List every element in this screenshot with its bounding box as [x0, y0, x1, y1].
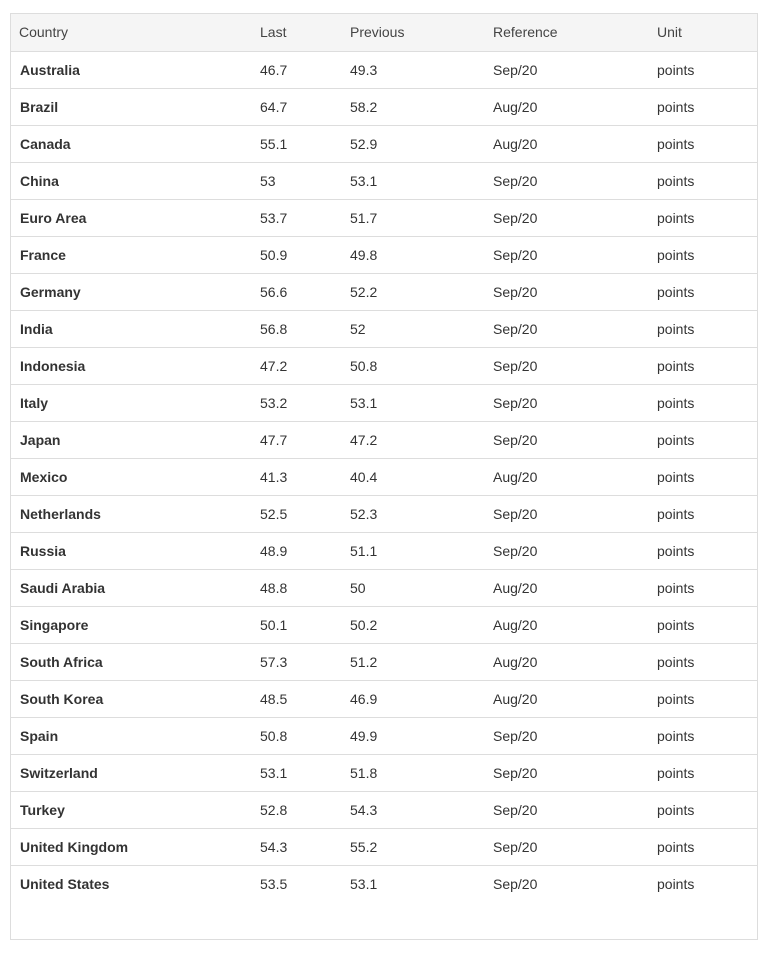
last-value: 53.1	[251, 754, 341, 791]
last-value: 47.7	[251, 421, 341, 458]
header-last[interactable]: Last	[251, 14, 341, 51]
reference-date: Sep/20	[484, 273, 648, 310]
previous-value: 50.8	[341, 347, 484, 384]
unit-label: points	[648, 51, 757, 88]
table-row[interactable]	[11, 754, 757, 791]
previous-value: 55.2	[341, 828, 484, 865]
pmi-table	[11, 14, 757, 902]
header-previous[interactable]: Previous	[341, 14, 484, 51]
unit-label: points	[648, 569, 757, 606]
table-row[interactable]	[11, 199, 757, 236]
reference-date: Sep/20	[484, 754, 648, 791]
previous-value: 51.2	[341, 643, 484, 680]
last-value: 64.7	[251, 88, 341, 125]
last-value: 52.8	[251, 791, 341, 828]
table-row[interactable]	[11, 828, 757, 865]
country-link[interactable]: Indonesia	[11, 347, 251, 384]
unit-label: points	[657, 875, 695, 892]
table-row[interactable]	[11, 643, 757, 680]
country-link[interactable]: South Africa	[11, 643, 251, 680]
last-value: 52.5	[251, 495, 341, 532]
previous-value: 58.2	[341, 88, 484, 125]
table-row[interactable]	[11, 865, 757, 902]
unit-label: points	[648, 236, 757, 273]
unit-label: points	[648, 273, 757, 310]
unit-label: points	[648, 384, 757, 421]
country-link[interactable]: Singapore	[11, 606, 251, 643]
unit-label: points	[648, 532, 757, 569]
reference-date: Sep/20	[484, 384, 648, 421]
last-value: 48.8	[251, 569, 341, 606]
previous-value: 51.7	[341, 199, 484, 236]
last-value: 48.9	[251, 532, 341, 569]
last-value: 53	[251, 162, 341, 199]
table-row[interactable]	[11, 236, 757, 273]
country-link[interactable]: Netherlands	[11, 495, 251, 532]
country-link[interactable]: Saudi Arabia	[11, 569, 251, 606]
table-row[interactable]	[11, 384, 757, 421]
last-value: 56.6	[251, 273, 341, 310]
table-row[interactable]	[11, 791, 757, 828]
unit-label: points	[648, 680, 757, 717]
unit-label: points	[648, 754, 757, 791]
last-value: 50.8	[251, 717, 341, 754]
previous-value: 52.3	[341, 495, 484, 532]
table-row[interactable]	[11, 421, 757, 458]
reference-date: Aug/20	[484, 643, 648, 680]
table-row[interactable]	[11, 125, 757, 162]
reference-date: Sep/20	[484, 828, 648, 865]
country-link[interactable]: India	[11, 310, 251, 347]
previous-value: 49.8	[341, 236, 484, 273]
reference-date: Aug/20	[484, 606, 648, 643]
reference-date: Sep/20	[484, 791, 648, 828]
table-row[interactable]	[11, 88, 757, 125]
reference-date: Aug/20	[484, 88, 648, 125]
country-link[interactable]: South Korea	[11, 680, 251, 717]
previous-value: 49.3	[341, 51, 484, 88]
table-row[interactable]	[11, 717, 757, 754]
previous-value: 53.1	[341, 384, 484, 421]
country-link[interactable]: Italy	[11, 384, 251, 421]
table-row[interactable]	[11, 495, 757, 532]
previous-value: 52	[341, 310, 484, 347]
previous-value: 50.2	[341, 606, 484, 643]
previous-value: 52.2	[341, 273, 484, 310]
country-link[interactable]: Switzerland	[11, 754, 251, 791]
unit-label: points	[648, 828, 757, 865]
country-link[interactable]: Japan	[11, 421, 251, 458]
reference-date: Sep/20	[484, 199, 648, 236]
unit-label: points	[648, 606, 757, 643]
table-row[interactable]	[11, 569, 757, 606]
previous-value: 53.1	[350, 875, 378, 892]
country-link[interactable]: Brazil	[11, 88, 251, 125]
previous-value: 50	[341, 569, 484, 606]
data-table-panel	[10, 13, 758, 940]
table-row[interactable]	[11, 458, 757, 495]
reference-date: Sep/20	[484, 421, 648, 458]
reference-date: Sep/20	[484, 717, 648, 754]
header-country[interactable]: Country	[11, 14, 251, 51]
last-value: 50.9	[251, 236, 341, 273]
unit-label: points	[648, 421, 757, 458]
country-link[interactable]: Australia	[11, 51, 251, 88]
previous-value: 40.4	[341, 458, 484, 495]
reference-date: Sep/20	[493, 875, 538, 892]
reference-date: Aug/20	[484, 680, 648, 717]
unit-label: points	[648, 125, 757, 162]
previous-value: 51.1	[341, 532, 484, 569]
table-row[interactable]	[11, 532, 757, 569]
last-value: 48.5	[251, 680, 341, 717]
last-value: 53.5	[260, 875, 288, 892]
country-link[interactable]: Mexico	[11, 458, 251, 495]
country-link[interactable]: Germany	[11, 273, 251, 310]
last-value: 54.3	[251, 828, 341, 865]
last-value: 41.3	[251, 458, 341, 495]
country-link[interactable]: United Kingdom	[11, 828, 251, 865]
reference-date: Aug/20	[484, 458, 648, 495]
reference-date: Sep/20	[484, 162, 648, 199]
unit-label: points	[648, 310, 757, 347]
reference-date: Sep/20	[484, 495, 648, 532]
previous-value: 51.8	[341, 754, 484, 791]
unit-label: points	[648, 791, 757, 828]
unit-label: points	[648, 88, 757, 125]
last-value: 53.7	[251, 199, 341, 236]
previous-value: 54.3	[341, 791, 484, 828]
previous-value: 46.9	[341, 680, 484, 717]
reference-date: Sep/20	[484, 310, 648, 347]
country-link[interactable]: United States	[20, 875, 110, 892]
reference-date: Sep/20	[484, 347, 648, 384]
header-reference[interactable]: Reference	[484, 14, 648, 51]
last-value: 56.8	[251, 310, 341, 347]
reference-date: Sep/20	[484, 236, 648, 273]
table-row[interactable]	[11, 51, 757, 88]
header-row	[11, 14, 757, 51]
reference-date: Sep/20	[484, 532, 648, 569]
country-link[interactable]: Russia	[11, 532, 251, 569]
table-row[interactable]	[11, 680, 757, 717]
table-row[interactable]	[11, 606, 757, 643]
unit-label: points	[648, 458, 757, 495]
unit-label: points	[648, 495, 757, 532]
reference-date: Aug/20	[484, 569, 648, 606]
header-unit[interactable]: Unit	[648, 14, 757, 51]
table-row[interactable]	[11, 273, 757, 310]
previous-value: 52.9	[341, 125, 484, 162]
country-link[interactable]: Spain	[11, 717, 251, 754]
unit-label: points	[648, 162, 757, 199]
reference-date: Aug/20	[484, 125, 648, 162]
country-link[interactable]: China	[11, 162, 251, 199]
reference-date: Sep/20	[484, 51, 648, 88]
unit-label: points	[648, 199, 757, 236]
last-value: 57.3	[251, 643, 341, 680]
last-value: 53.2	[251, 384, 341, 421]
last-value: 50.1	[251, 606, 341, 643]
last-value: 46.7	[251, 51, 341, 88]
previous-value: 47.2	[341, 421, 484, 458]
previous-value: 53.1	[341, 162, 484, 199]
table-row[interactable]	[11, 310, 757, 347]
country-link[interactable]: France	[11, 236, 251, 273]
unit-label: points	[648, 643, 757, 680]
table-body	[11, 51, 757, 902]
table-row[interactable]	[11, 162, 757, 199]
country-link[interactable]: Turkey	[11, 791, 251, 828]
country-link[interactable]: Euro Area	[11, 199, 251, 236]
last-value: 47.2	[251, 347, 341, 384]
table-header	[11, 14, 757, 51]
country-link[interactable]: Canada	[11, 125, 251, 162]
table-row[interactable]	[11, 347, 757, 384]
last-value: 55.1	[251, 125, 341, 162]
previous-value: 49.9	[341, 717, 484, 754]
unit-label: points	[648, 717, 757, 754]
unit-label: points	[648, 347, 757, 384]
